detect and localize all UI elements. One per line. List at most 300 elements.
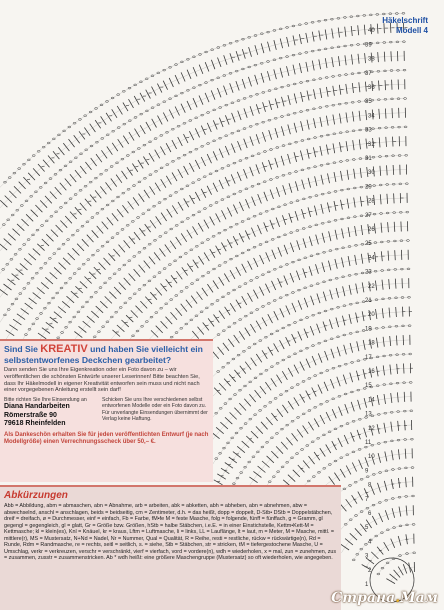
stitch-mark bbox=[388, 251, 389, 261]
stitch-mark bbox=[382, 280, 383, 290]
stitch-mark bbox=[406, 506, 407, 516]
stitch-mark bbox=[280, 308, 284, 317]
stitch-mark bbox=[345, 539, 353, 545]
stitch-mark bbox=[250, 136, 253, 145]
stitch-mark bbox=[274, 69, 277, 79]
stitch-mark bbox=[282, 405, 288, 413]
stitch-mark bbox=[398, 567, 403, 576]
stitch-mark bbox=[140, 93, 145, 102]
stitch-mark bbox=[341, 544, 349, 550]
stitch-mark bbox=[216, 246, 221, 255]
chain-stitch-mark bbox=[155, 312, 158, 314]
stitch-mark bbox=[193, 67, 197, 76]
stitch-mark bbox=[317, 324, 320, 333]
stitch-mark bbox=[261, 73, 264, 83]
row-number: 31 bbox=[365, 156, 372, 162]
stitch-mark bbox=[386, 579, 395, 584]
stitch-mark bbox=[87, 235, 94, 242]
stitch-mark bbox=[284, 245, 288, 254]
stitch-mark bbox=[50, 317, 58, 323]
stitch-mark bbox=[312, 356, 316, 365]
stitch-mark bbox=[303, 426, 309, 434]
stitch-mark bbox=[277, 375, 282, 384]
stitch-mark bbox=[262, 132, 265, 142]
stitch-mark bbox=[70, 212, 77, 219]
stitch-mark bbox=[172, 140, 177, 149]
stitch-mark bbox=[358, 492, 363, 501]
stitch-mark bbox=[29, 254, 36, 261]
stitch-mark bbox=[172, 173, 177, 182]
stitch-mark bbox=[230, 303, 235, 311]
stitch-mark bbox=[197, 292, 203, 300]
stitch-mark bbox=[355, 528, 362, 535]
stitch-mark bbox=[262, 162, 265, 171]
stitch-mark bbox=[178, 169, 183, 178]
stitch-mark bbox=[258, 466, 266, 472]
stitch-mark bbox=[112, 143, 118, 151]
stitch-mark bbox=[101, 150, 107, 158]
stitch-mark bbox=[275, 158, 278, 168]
stitch-mark bbox=[387, 165, 388, 175]
stitch-mark bbox=[339, 407, 343, 416]
stitch-mark bbox=[256, 104, 259, 114]
stitch-mark bbox=[207, 284, 213, 292]
stitch-mark bbox=[242, 296, 247, 305]
stitch-mark bbox=[176, 308, 182, 316]
stitch-mark bbox=[140, 125, 145, 134]
stitch-mark bbox=[314, 418, 319, 427]
watermark-dot-icon: . bbox=[395, 590, 401, 606]
chain-stitch-mark bbox=[106, 321, 109, 323]
stitch-mark bbox=[102, 222, 108, 230]
stitch-mark bbox=[264, 222, 268, 231]
stitch-mark bbox=[288, 401, 293, 409]
chain-stitch-mark bbox=[115, 311, 118, 313]
stitch-mark bbox=[394, 222, 395, 232]
stitch-mark bbox=[230, 83, 233, 92]
stitch-mark bbox=[309, 456, 315, 464]
stitch-mark bbox=[224, 86, 228, 95]
stitch-mark bbox=[255, 45, 258, 55]
stitch-mark bbox=[158, 116, 163, 125]
stitch-mark bbox=[75, 170, 81, 178]
stitch-mark bbox=[234, 335, 240, 343]
stitch-mark bbox=[236, 81, 239, 90]
stitch-mark bbox=[139, 265, 145, 273]
stitch-mark bbox=[398, 449, 399, 459]
row-number: 13 bbox=[365, 411, 372, 418]
stitch-mark bbox=[242, 79, 245, 89]
stitch-mark bbox=[269, 100, 272, 110]
stitch-mark bbox=[281, 442, 288, 450]
stitch-mark bbox=[280, 340, 285, 349]
stitch-mark bbox=[390, 336, 391, 346]
stitch-mark bbox=[303, 461, 309, 469]
stitch-mark bbox=[238, 111, 241, 120]
row-number: 4 bbox=[368, 539, 372, 546]
stitch-mark bbox=[214, 315, 220, 323]
stitch-mark bbox=[227, 239, 232, 248]
stitch-mark bbox=[108, 253, 115, 260]
stitch-mark bbox=[127, 167, 133, 175]
stitch-mark bbox=[269, 130, 272, 140]
stitch-mark bbox=[300, 394, 305, 403]
stitch-mark bbox=[255, 390, 261, 398]
stitch-mark bbox=[245, 362, 251, 370]
stitch-mark bbox=[106, 113, 111, 121]
stitch-mark bbox=[248, 261, 253, 270]
stitch-mark bbox=[288, 154, 291, 164]
stitch-mark bbox=[233, 205, 237, 214]
stitch-mark bbox=[276, 218, 280, 227]
stitch-mark bbox=[252, 197, 256, 206]
stitch-mark bbox=[251, 358, 257, 366]
stitch-mark bbox=[265, 382, 271, 390]
stitch-mark bbox=[129, 236, 135, 244]
stitch-mark bbox=[221, 468, 229, 474]
stitch-mark bbox=[385, 80, 386, 90]
stitch-mark bbox=[203, 323, 209, 331]
stitch-mark bbox=[292, 303, 296, 312]
row-number: 7 bbox=[365, 496, 369, 503]
stitch-mark bbox=[312, 388, 317, 397]
stitch-mark bbox=[384, 52, 385, 62]
stitch-mark bbox=[230, 270, 235, 279]
stitch-mark bbox=[111, 179, 117, 187]
stitch-mark bbox=[90, 124, 96, 132]
stitch-mark bbox=[218, 347, 224, 355]
stitch-mark bbox=[201, 126, 205, 135]
stitch-mark bbox=[134, 232, 140, 240]
stitch-mark bbox=[219, 180, 223, 189]
stitch-mark bbox=[326, 412, 330, 421]
stitch-mark bbox=[359, 82, 360, 92]
stitch-mark bbox=[48, 156, 54, 164]
stitch-mark bbox=[306, 359, 310, 368]
stitch-mark bbox=[380, 166, 381, 176]
row-number: 8 bbox=[368, 482, 372, 489]
stitch-mark bbox=[286, 337, 290, 346]
stitch-mark bbox=[9, 325, 17, 331]
stitch-mark bbox=[204, 253, 209, 262]
chain-stitch-mark bbox=[148, 280, 151, 282]
stitch-mark bbox=[155, 288, 161, 296]
stitch-mark bbox=[314, 452, 320, 460]
stitch-mark bbox=[225, 115, 229, 124]
stitch-mark bbox=[394, 193, 395, 203]
kreativ-headline-end: und haben Sie vielleicht ein selbstentworfenes Deckchen gearbeitet? bbox=[4, 344, 203, 365]
stitch-mark bbox=[155, 150, 160, 159]
stitch-mark bbox=[396, 336, 397, 346]
row-number: 1 bbox=[365, 582, 369, 588]
stitch-mark bbox=[75, 286, 82, 293]
stitch-mark bbox=[38, 333, 46, 339]
stitch-mark bbox=[372, 516, 377, 525]
row-number: 18 bbox=[368, 340, 375, 347]
stitch-mark bbox=[264, 192, 268, 201]
stitch-mark bbox=[225, 463, 233, 469]
stitch-mark bbox=[213, 183, 217, 192]
chain-stitch-mark bbox=[145, 321, 148, 323]
stitch-mark bbox=[0, 244, 7, 251]
kreativ-brand: KREATIV bbox=[40, 343, 88, 355]
stitch-mark bbox=[37, 244, 44, 251]
chart-row-arc bbox=[0, 56, 404, 327]
row-number: 37 bbox=[365, 70, 372, 77]
chart-row-arc bbox=[194, 340, 410, 468]
stitch-mark bbox=[157, 84, 162, 93]
stitch-mark bbox=[222, 210, 227, 219]
row-number: 40 bbox=[368, 28, 375, 35]
stitch-mark bbox=[100, 186, 106, 194]
stitch-mark bbox=[326, 445, 331, 454]
stitch-mark bbox=[211, 90, 215, 99]
stitch-mark bbox=[272, 250, 276, 259]
stitch-mark bbox=[320, 415, 325, 424]
stitch-mark bbox=[256, 134, 259, 144]
stitch-mark bbox=[304, 329, 308, 338]
row-number: 3 bbox=[365, 553, 369, 560]
stitch-mark bbox=[390, 574, 398, 580]
stitch-mark bbox=[216, 213, 221, 222]
stitch-mark bbox=[320, 448, 326, 456]
chain-stitch-mark bbox=[292, 261, 295, 263]
stitch-mark bbox=[224, 274, 229, 283]
stitch-mark bbox=[258, 225, 262, 234]
stitch-mark bbox=[208, 318, 214, 326]
stitch-mark bbox=[187, 70, 191, 79]
stitch-mark bbox=[250, 106, 253, 115]
stitch-mark bbox=[60, 183, 67, 191]
stitch-mark bbox=[107, 217, 113, 225]
stitch-mark bbox=[365, 82, 366, 92]
stitch-mark bbox=[253, 471, 261, 477]
stitch-mark bbox=[87, 316, 95, 323]
stitch-mark bbox=[149, 153, 154, 162]
stitch-mark bbox=[159, 248, 165, 256]
stitch-mark bbox=[364, 428, 367, 438]
stitch-mark bbox=[406, 477, 407, 487]
stitch-mark bbox=[248, 77, 251, 87]
row-number: 25 bbox=[365, 241, 372, 248]
stitch-mark bbox=[84, 128, 90, 136]
stitch-mark bbox=[337, 347, 340, 357]
stitch-mark bbox=[253, 290, 258, 299]
stitch-mark bbox=[275, 128, 278, 138]
stitch-mark bbox=[381, 223, 382, 233]
row-number: 28 bbox=[368, 198, 375, 205]
watermark-word2: Мам bbox=[400, 590, 438, 606]
stitch-mark bbox=[323, 322, 326, 331]
stitch-mark bbox=[268, 314, 273, 323]
stitch-mark bbox=[213, 120, 217, 129]
stitch-mark bbox=[382, 308, 383, 318]
stitch-mark bbox=[181, 72, 185, 81]
stitch-mark bbox=[233, 452, 241, 458]
stitch-mark bbox=[254, 258, 258, 267]
stitch-mark bbox=[218, 58, 222, 67]
stitch-mark bbox=[161, 179, 166, 188]
stitch-mark bbox=[13, 319, 21, 325]
stitch-mark bbox=[54, 267, 61, 274]
stitch-mark bbox=[393, 137, 394, 147]
stitch-mark bbox=[262, 350, 267, 359]
address-intro: Bitte richten Sie Ihre Einsendung an bbox=[4, 397, 87, 404]
stitch-mark bbox=[167, 209, 172, 217]
stitch-mark bbox=[332, 441, 337, 450]
stitch-mark bbox=[236, 267, 241, 276]
stitch-mark bbox=[70, 174, 76, 182]
stitch-mark bbox=[346, 499, 352, 507]
stitch-mark bbox=[303, 268, 306, 277]
row-number: 29 bbox=[365, 184, 372, 191]
stitch-mark bbox=[46, 322, 54, 328]
stitch-mark bbox=[288, 95, 290, 105]
stitch-mark bbox=[161, 213, 167, 221]
stitch-mark bbox=[249, 477, 257, 483]
stitch-mark bbox=[298, 465, 305, 472]
stitch-mark bbox=[256, 354, 262, 362]
chart-row-arc bbox=[231, 382, 411, 489]
stitch-mark bbox=[23, 177, 30, 184]
stitch-mark bbox=[156, 216, 162, 224]
stitch-mark bbox=[154, 252, 160, 260]
stitch-mark bbox=[85, 162, 91, 170]
stitch-mark bbox=[379, 513, 383, 522]
stitch-mark bbox=[385, 109, 386, 119]
stitch-mark bbox=[269, 160, 272, 170]
stitch-mark bbox=[119, 245, 125, 253]
stitch-mark bbox=[150, 186, 155, 194]
stitch-mark bbox=[207, 123, 211, 132]
stitch-mark bbox=[80, 281, 87, 288]
stitch-mark bbox=[146, 90, 151, 99]
stitch-mark bbox=[272, 281, 276, 290]
stitch-mark bbox=[80, 166, 86, 174]
stitch-mark bbox=[387, 194, 388, 204]
stitch-mark bbox=[129, 274, 136, 281]
stitch-mark bbox=[296, 271, 299, 280]
stitch-mark bbox=[258, 194, 262, 203]
stitch-mark bbox=[309, 266, 312, 276]
stitch-mark bbox=[266, 417, 273, 425]
stitch-mark bbox=[85, 199, 91, 207]
chain-stitch-mark bbox=[110, 316, 113, 318]
row-number: 6 bbox=[368, 511, 372, 517]
stitch-mark bbox=[280, 39, 282, 49]
stitch-mark bbox=[189, 131, 193, 140]
stitch-mark bbox=[261, 422, 268, 430]
stitch-mark bbox=[65, 216, 72, 223]
stitch-mark bbox=[388, 222, 389, 232]
chain-stitch-mark bbox=[119, 307, 122, 309]
row-number: 23 bbox=[365, 269, 372, 276]
stitch-mark bbox=[204, 220, 209, 229]
stitch-mark bbox=[216, 427, 224, 433]
stitch-mark bbox=[166, 279, 172, 287]
row-number: 26 bbox=[368, 227, 375, 233]
stitch-mark bbox=[178, 137, 183, 146]
stitch-mark bbox=[184, 166, 189, 175]
stitch-mark bbox=[146, 122, 151, 131]
stitch-mark bbox=[239, 331, 245, 339]
stitch-mark bbox=[169, 78, 173, 87]
stitch-mark bbox=[221, 243, 226, 252]
chart-row-arc bbox=[0, 84, 405, 341]
chart-title-line2: Modell 4 bbox=[395, 26, 428, 35]
stitch-mark bbox=[404, 392, 405, 402]
stitch-mark bbox=[96, 154, 102, 162]
stitch-mark bbox=[79, 131, 85, 139]
chart-row-arc bbox=[0, 42, 404, 320]
address-row bbox=[4, 397, 209, 429]
row-number: 14 bbox=[368, 397, 375, 404]
stitch-mark bbox=[298, 331, 302, 340]
stitch-mark bbox=[33, 168, 40, 175]
stitch-mark bbox=[288, 125, 291, 135]
stitch-mark bbox=[25, 303, 33, 309]
stitch-mark bbox=[346, 466, 351, 475]
stitch-mark bbox=[129, 132, 134, 141]
stitch-mark bbox=[213, 281, 218, 289]
stitch-mark bbox=[122, 205, 128, 213]
stitch-mark bbox=[337, 377, 340, 386]
stitch-mark bbox=[65, 179, 71, 187]
stitch-mark bbox=[112, 109, 117, 118]
chain-stitch-mark bbox=[129, 297, 132, 299]
row-number: 5 bbox=[365, 525, 369, 532]
stitch-mark bbox=[236, 51, 239, 61]
stitch-mark bbox=[55, 187, 62, 195]
stitch-mark bbox=[300, 362, 305, 371]
stitch-mark bbox=[227, 207, 231, 216]
stitch-mark bbox=[54, 312, 62, 318]
stitch-mark bbox=[261, 43, 264, 53]
row-number: 24 bbox=[368, 255, 375, 262]
stitch-mark bbox=[394, 570, 401, 578]
stitch-mark bbox=[219, 149, 223, 158]
stitch-mark bbox=[386, 137, 387, 147]
stitch-mark bbox=[198, 256, 203, 264]
stitch-mark bbox=[193, 260, 199, 268]
stitch-mark bbox=[379, 137, 380, 147]
stitch-mark bbox=[290, 273, 294, 282]
stitch-mark bbox=[193, 226, 198, 235]
stitch-mark bbox=[191, 296, 197, 304]
stitch-mark bbox=[117, 209, 123, 217]
stitch-mark bbox=[193, 98, 197, 107]
stitch-mark bbox=[155, 183, 160, 192]
stitch-mark bbox=[379, 81, 380, 91]
stitch-mark bbox=[405, 449, 406, 459]
stitch-mark bbox=[166, 143, 171, 152]
stitch-mark bbox=[286, 306, 290, 315]
stitch-mark bbox=[397, 392, 398, 402]
stitch-mark bbox=[286, 438, 292, 446]
stitch-mark bbox=[256, 321, 261, 330]
stitch-mark bbox=[359, 111, 360, 121]
liability-note: Schicken Sie uns Ihre verschiedenen selbst entworfenen Modelle oder ein Foto davon zu. Für unverlangte Einsendungen übernimmt der Verlag keine Haftung. bbox=[102, 397, 208, 423]
address-city: 79618 Rheinfelden bbox=[4, 420, 66, 428]
stitch-mark bbox=[330, 379, 334, 388]
stitch-mark bbox=[271, 378, 277, 386]
stitch-mark bbox=[324, 382, 328, 391]
stitch-mark bbox=[380, 194, 381, 204]
stitch-mark bbox=[160, 146, 165, 155]
chart-row-arc bbox=[329, 496, 413, 546]
stitch-mark bbox=[265, 284, 269, 293]
stitch-mark bbox=[385, 510, 388, 519]
